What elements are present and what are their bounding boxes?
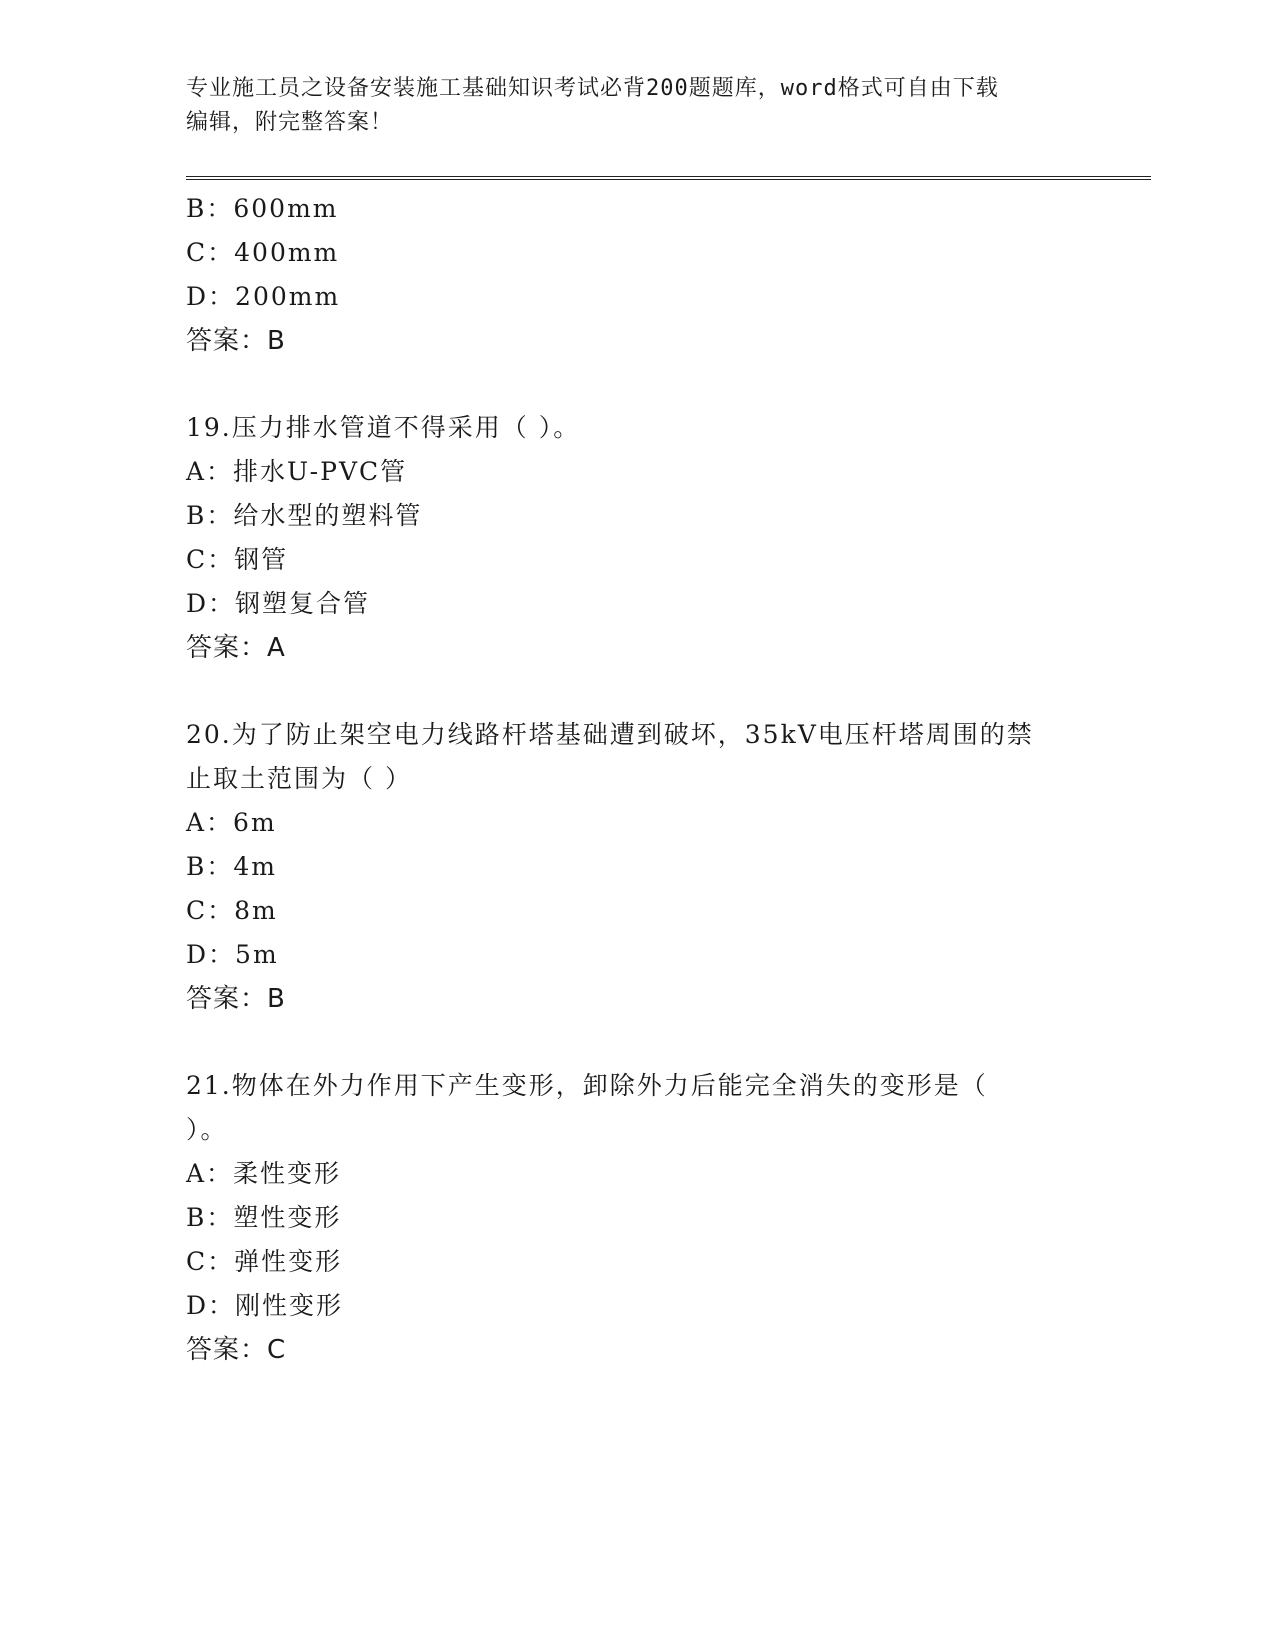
- q20-option-d: D：5m: [186, 940, 279, 969]
- q21-option-c: C：弹性变形: [186, 1247, 343, 1276]
- q20-option-a: A：6m: [186, 808, 277, 837]
- q19-option-a: A：排水U-PVC管: [186, 457, 408, 486]
- q18-option-c: C：400mm: [186, 238, 340, 267]
- q19-question: 19.压力排水管道不得采用（ ）。: [186, 413, 581, 442]
- document-header: [186, 72, 1086, 140]
- q21-option-a: A：柔性变形: [186, 1159, 342, 1188]
- q19-option-c: C：钢管: [186, 545, 289, 574]
- header-divider: [186, 176, 1151, 180]
- q21-question-line2: ）。: [186, 1115, 228, 1144]
- header-title-line2: 编辑，附完整答案！: [186, 110, 394, 135]
- q20-option-c: C：8m: [186, 896, 278, 925]
- q19-option-d: D：钢塑复合管: [186, 589, 371, 618]
- q20-answer: 答案：B: [186, 984, 286, 1014]
- q18-option-b: B：600mm: [186, 194, 339, 223]
- header-title-line1: 专业施工员之设备安装施工基础知识考试必背200题题库，word格式可自由下载: [186, 76, 999, 101]
- q20-question-line1: 20.为了防止架空电力线路杆塔基础遭到破坏，35kV电压杆塔周围的禁: [186, 720, 1034, 749]
- q20-option-b: B：4m: [186, 852, 277, 881]
- q21-answer: 答案：C: [186, 1335, 287, 1365]
- q21-option-d: D：刚性变形: [186, 1291, 344, 1320]
- q18-option-d: D：200mm: [186, 282, 341, 311]
- q19-option-b: B：给水型的塑料管: [186, 501, 423, 530]
- q19-answer: 答案：A: [186, 633, 286, 663]
- q21-option-b: B：塑性变形: [186, 1203, 342, 1232]
- q21-question-line1: 21.物体在外力作用下产生变形，卸除外力后能完全消失的变形是（: [186, 1071, 988, 1100]
- q18-answer: 答案：B: [186, 326, 286, 356]
- q20-question-line2: 止取土范围为（ ）: [186, 764, 412, 793]
